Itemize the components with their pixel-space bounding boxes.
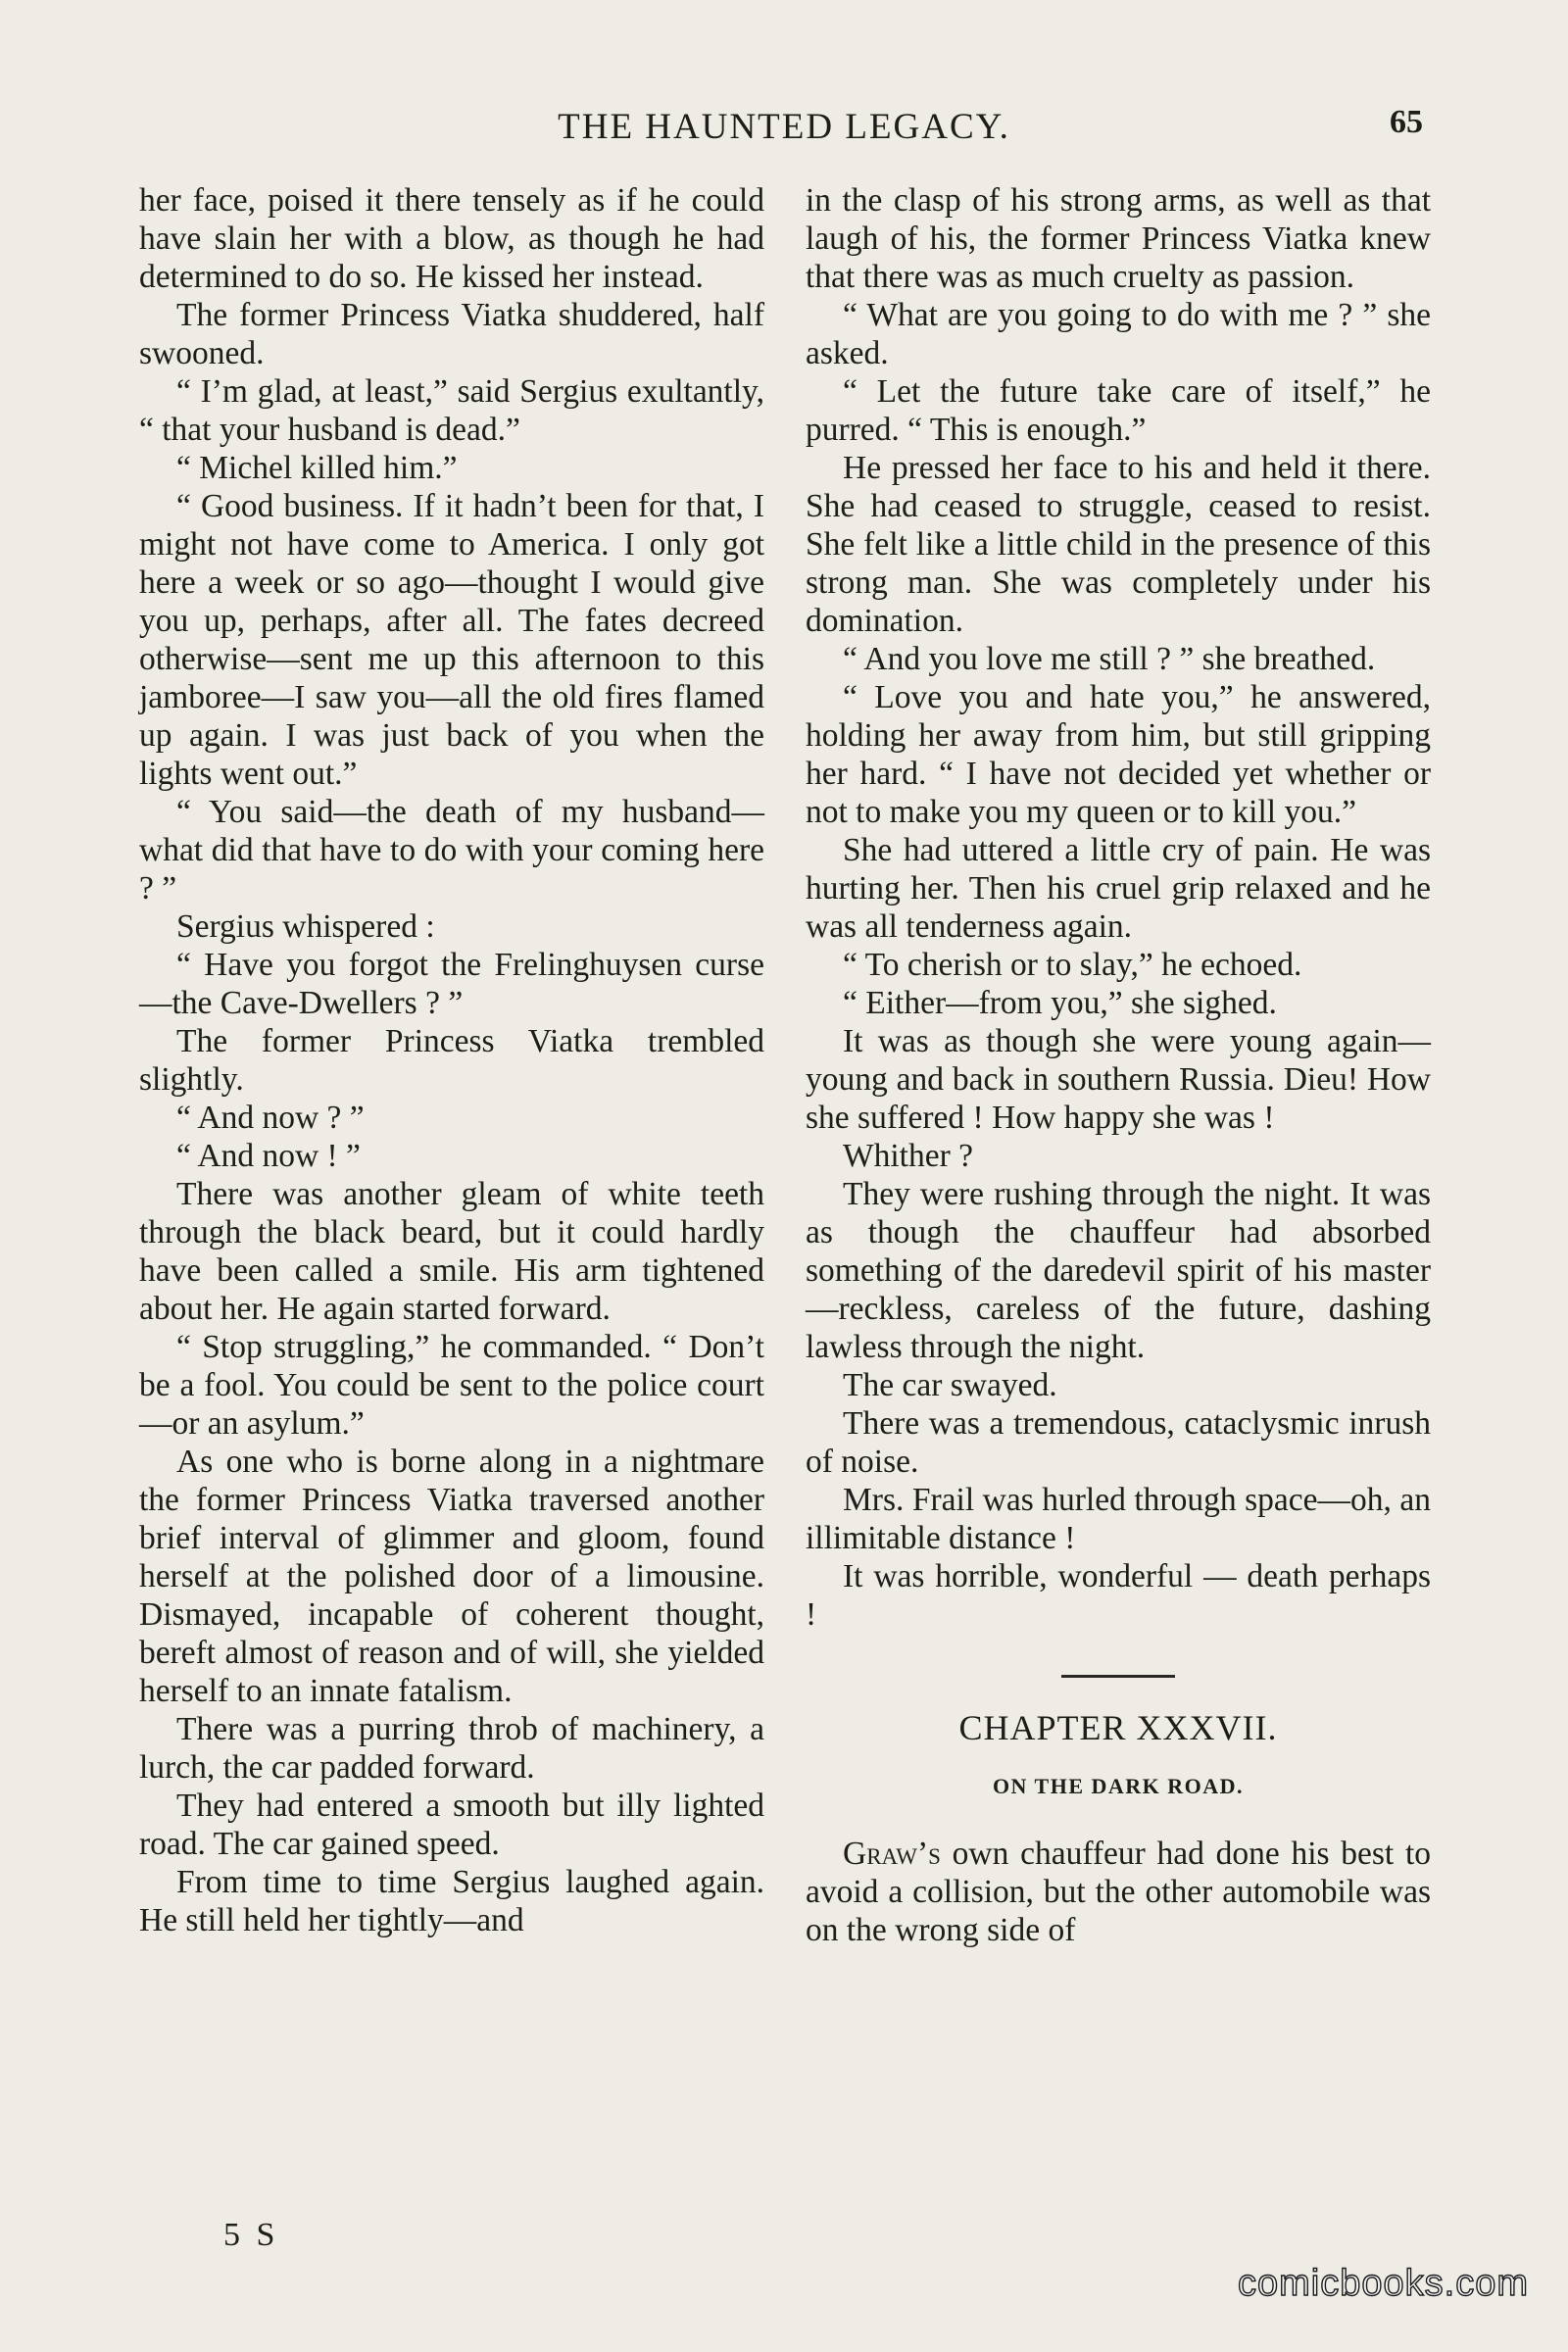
paragraph: Sergius whispered : <box>176 908 435 945</box>
paragraph: They had entered a smooth but illy lighted road. The car gained speed. <box>139 1788 764 1862</box>
paragraph: There was a purring throb of machinery, a lurch, the car padded forward. <box>139 1711 764 1786</box>
paragraph: There was another gleam of white teeth through the black beard, but it could hardly have been called a smile. His arm tightened about her. He again started forward. <box>139 1176 764 1327</box>
paragraph: Mrs. Frail was hurled through space—oh, an illimitable distance ! <box>806 1482 1431 1556</box>
running-head <box>137 98 1431 147</box>
paragraph: “ Either—from you,” she sighed. <box>843 985 1277 1021</box>
chapter-subtitle: ON THE DARK ROAD. <box>992 1774 1245 1798</box>
paragraph: They were rushing through the night. It was as though the chauffeur had absorbed something of the daredevil spirit of his master—reckless, careless of the future, dashing lawless through the night. <box>806 1176 1431 1365</box>
running-title: THE HAUNTED LEGACY. <box>558 107 1010 147</box>
paragraph: “ Michel killed him.” <box>176 450 458 486</box>
right-column-paragraphs <box>806 181 1431 1634</box>
paragraph: “ To cherish or to slay,” he echoed. <box>843 947 1302 983</box>
paragraph: “ Let the future take care of itself,” he purred. “ This is enough.” <box>806 373 1431 448</box>
paragraph: “ And you love me still ? ” she breathed. <box>843 641 1376 677</box>
paragraph: It was horrible, wonderful — death perhaps ! <box>806 1558 1431 1633</box>
left-text-column <box>139 181 764 1939</box>
right-text-column <box>806 181 1431 1949</box>
paragraph: She had uttered a little cry of pain. He was hurting her. Then his cruel grip relaxed and he was all tenderness again. <box>806 832 1431 945</box>
paragraph: The former Princess Viatka trembled slightly. <box>139 1023 764 1098</box>
paragraph: Whither ? <box>843 1138 974 1174</box>
paragraph: in the clasp of his strong arms, as well as that laugh of his, the former Princess Viatka knew that there was as much cruelty as passion. <box>806 182 1431 295</box>
paragraph: “ Good business. If it hadn’t been for that, I might not have come to America. I only got here a week or so ago—thought I would give you up, perhaps, after all. The fates decreed otherwise—sent me up this afternoon to this jamboree—I saw you—all the old fires flamed up again. I was just back of you when the lights went out.” <box>139 488 764 792</box>
paragraph: “ And now ? ” <box>176 1100 365 1136</box>
paragraph: There was a tremendous, cataclysmic inrush of noise. <box>806 1405 1431 1480</box>
paragraph: The car swayed. <box>843 1367 1057 1403</box>
chapter-opening-text: own chauffeur had done his best to avoid a collision, but the other automobile was on the wrong side of <box>806 1836 1431 1948</box>
page-number: 65 <box>1390 104 1423 140</box>
chapter-lead-word: Graw’s <box>843 1836 941 1872</box>
signature-mark: 5 S <box>223 2217 279 2253</box>
paragraph: “ You said—the death of my husband—what did that have to do with your coming here ? ” <box>139 794 764 906</box>
paragraph: “ And now ! ” <box>176 1138 361 1174</box>
section-divider-rule <box>1061 1675 1175 1678</box>
paragraph: The former Princess Viatka shuddered, half swooned. <box>139 297 764 371</box>
watermark-logo: comicbooks.com <box>1238 2263 1529 2304</box>
paragraph: “ Stop struggling,” he commanded. “ Don’t be a fool. You could be sent to the police court—or an asylum.” <box>139 1329 764 1442</box>
paragraph: “ Have you forgot the Frelinghuysen curse—the Cave-Dwellers ? ” <box>139 947 764 1021</box>
paragraph: He pressed her face to his and held it there. She had ceased to struggle, ceased to resist. She felt like a little child in the presence of this strong man. She was completely under his domination. <box>806 450 1431 639</box>
paragraph: “ I’m glad, at least,” said Sergius exultantly, “ that your husband is dead.” <box>139 373 764 448</box>
chapter-opening-paragraph <box>806 1835 1431 1949</box>
paragraph: From time to time Sergius laughed again. He still held her tightly—and <box>139 1864 764 1938</box>
paragraph: her face, poised it there tensely as if he could have slain her with a blow, as though he had determined to do so. He kissed her instead. <box>139 182 764 295</box>
paragraph: It was as though she were young again—young and back in southern Russia. Dieu! How she suffered ! How happy she was ! <box>806 1023 1431 1136</box>
paragraph: “ What are you going to do with me ? ” she asked. <box>806 297 1431 371</box>
paragraph: “ Love you and hate you,” he answered, holding her away from him, but still gripping her hard. “ I have not decided yet whether or not to make you my queen or to kill you.” <box>806 679 1431 830</box>
chapter-title: CHAPTER XXXVII. <box>958 1708 1278 1747</box>
paragraph: As one who is borne along in a nightmare the former Princess Viatka traversed another brief interval of glimmer and gloom, found herself at the polished door of a limousine. Dismayed, incapable of coherent thought, bereft almost of reason and of will, she yielded herself to an innate fatalism. <box>139 1444 764 1709</box>
